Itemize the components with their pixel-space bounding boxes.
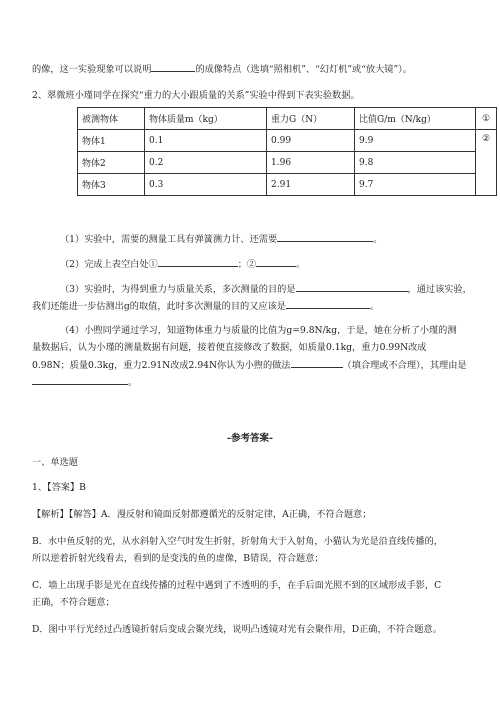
answer-blank[interactable] — [296, 282, 408, 292]
answer-blank[interactable] — [256, 257, 296, 267]
sub-question-1 — [60, 232, 470, 246]
table-cell: 9.7 — [355, 174, 476, 196]
sub-question-4-line-4 — [32, 375, 470, 389]
table-cell: 9.8 — [355, 152, 476, 174]
sub1-post: 。 — [373, 234, 383, 245]
table-header-cell: 被测物体 — [78, 108, 145, 130]
analysis-b-line-2: 所以逆着折射光线看去，看到的是变浅的鱼的虚像，B错误，符合题意； — [32, 553, 324, 564]
sub-question-4-line-3 — [32, 358, 470, 372]
analysis-c-line-2: 正确，不符合题意； — [32, 597, 115, 608]
table-cell: 物体1 — [78, 130, 145, 152]
analysis-d: D．图中平行光经过凸透镜折射后变成会聚光线，说明凸透镜对光有会聚作用，D正确，不符合题意。 — [32, 624, 442, 635]
sub2-pre: （2）完成上表空白处① — [60, 259, 158, 270]
table-cell: 0.2 — [145, 152, 267, 174]
answer-blank[interactable] — [32, 375, 128, 385]
sub3-line1-post: ，通过该实验， — [407, 284, 472, 295]
sub3-line2-pre: 我们还能进一步估测出g的取值，此时多次测量的目的又应该是 — [32, 301, 286, 312]
table-cell-merged: ② — [476, 130, 497, 196]
sub-question-4-line-1: （4）小煦同学通过学习，知道物体重力与质量的比值为g=9.8N/kg，于是，她在分析了小瑾的测 — [60, 325, 457, 336]
answer-blank[interactable] — [158, 257, 238, 267]
table-cell: 物体3 — [78, 174, 145, 196]
table-cell: 9.9 — [355, 130, 476, 152]
table-header-cell: 重力G（N） — [267, 108, 355, 130]
sub-question-4-line-2: 量数据后，认为小瑾的测量数据有问题，接着便直接修改了数据，如质量0.1kg，重力0.99N改成 — [32, 342, 427, 353]
answer-blank[interactable] — [291, 358, 343, 368]
analysis-a: 【解析】【解答】A．漫反射和镜面反射都遵循光的反射定律，A正确，不符合题意； — [32, 509, 372, 520]
sub3-line1-pre: （3）实验时，为得到重力与质量关系，多次测量的目的是 — [60, 284, 296, 295]
table-row — [78, 174, 497, 196]
sub2-mid: ；② — [237, 259, 257, 270]
data-table — [77, 107, 497, 196]
sub4-line4-post: 。 — [128, 377, 138, 388]
q2-intro: 2、翠微班小瑾同学在探究“重力的大小跟质量的关系”实验中得到下表实验数据。 — [32, 90, 360, 101]
answer-blank[interactable] — [286, 299, 370, 309]
sub1-pre: （1）实验中，需要的测量工具有弹簧测力计、还需要 — [60, 234, 278, 245]
table-row — [78, 152, 497, 174]
table-cell: 0.99 — [267, 130, 355, 152]
answer-line: 1、【答案】B — [32, 482, 86, 493]
table-header-cell: 物体质量m（kg） — [145, 108, 267, 130]
section-heading: 一、单选题 — [32, 457, 78, 468]
sub4-line3-pre: 0.98N；质量0.3kg，重力2.91N改成2.94N你认为小煦的做法 — [32, 360, 291, 371]
sub-question-2 — [60, 257, 470, 271]
answer-blank[interactable] — [151, 62, 195, 72]
sub-question-3-line-2 — [32, 299, 470, 313]
table-cell: 1.96 — [267, 152, 355, 174]
table-header-cell: ① — [476, 108, 497, 130]
table-cell: 2.91 — [267, 174, 355, 196]
table-cell: 0.1 — [145, 130, 267, 152]
q1-tail — [32, 62, 470, 76]
analysis-c-line-1: C．墙上出现手影是光在直线传播的过程中遇到了不透明的手，在手后面光照不到的区域形成手影，C — [32, 580, 442, 591]
sub4-line3-post: （填合理或不合理），其理由是 — [342, 360, 467, 371]
analysis-b-line-1: B．水中鱼反射的光，从水斜射入空气时发生折射，折射角大于入射角，小猫认为光是沿直线传播的， — [32, 536, 443, 547]
table-row — [78, 130, 497, 152]
q1-tail-post: 的成像特点（选填“照相机”、“幻灯机”或“放大镜”）。 — [195, 64, 412, 75]
table-header-cell: 比值G/m（N/kg） — [355, 108, 476, 130]
answers-title: -参考答案- — [227, 433, 273, 444]
table-cell: 0.3 — [145, 174, 267, 196]
answer-blank[interactable] — [277, 232, 373, 242]
table-cell: 物体2 — [78, 152, 145, 174]
sub2-post: 。 — [296, 259, 306, 270]
sub-question-3-line-1 — [60, 282, 470, 296]
table-header-row — [78, 108, 497, 130]
sub3-line2-post: 。 — [369, 301, 380, 312]
q1-tail-pre: 的像，这一实验现象可以说明 — [32, 64, 152, 75]
